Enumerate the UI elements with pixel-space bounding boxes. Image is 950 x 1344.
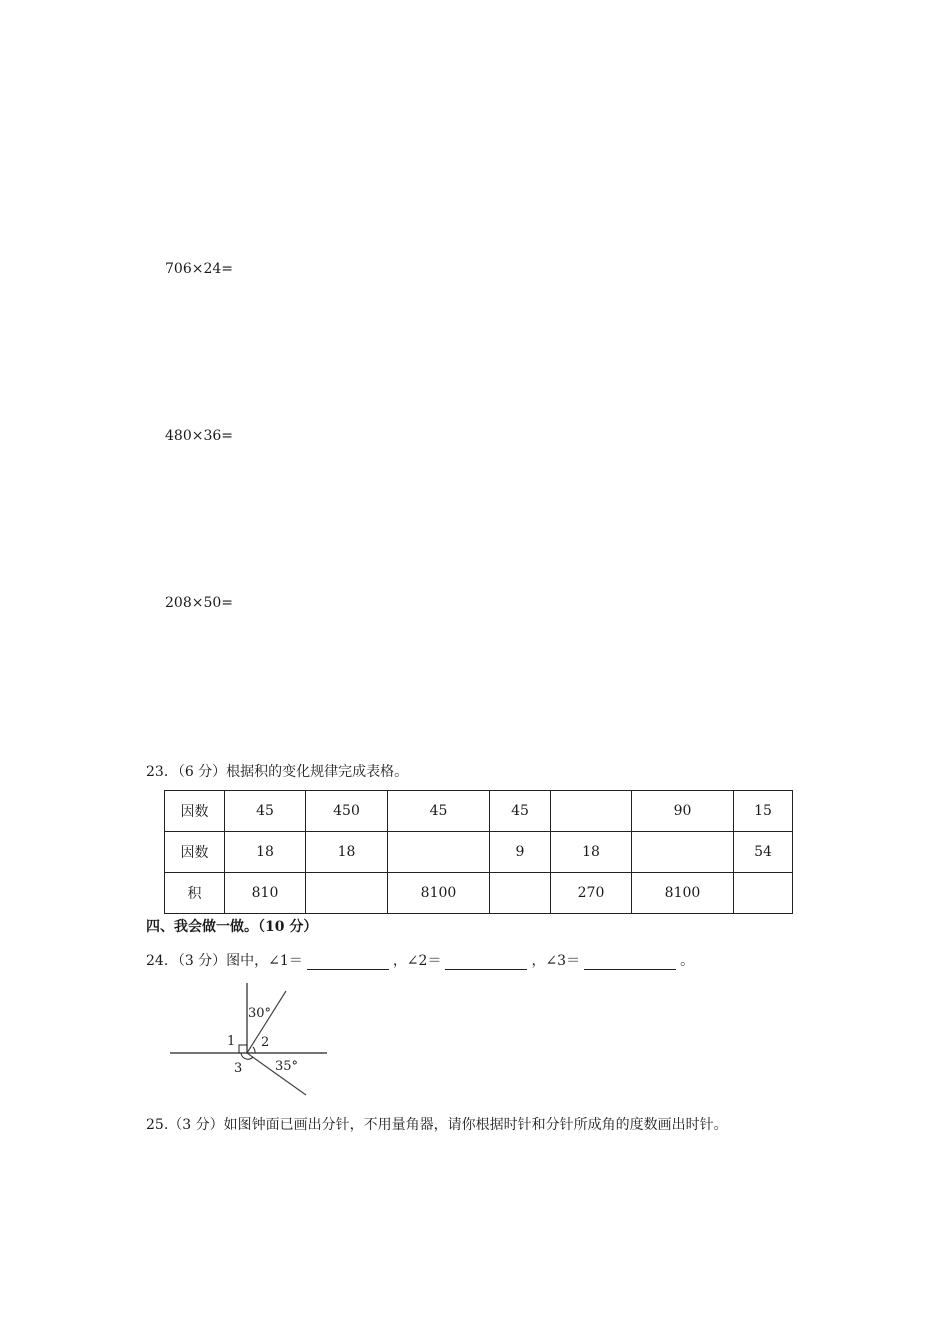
angle-label-1: 1 (227, 1034, 236, 1049)
angle-figure (165, 975, 335, 1100)
angle-2-arc (253, 1047, 255, 1053)
table-cell (734, 873, 793, 914)
table-cell: 45 (225, 791, 306, 832)
question-25: 25.（3 分）如图钟面已画出分针，不用量角器，请你根据时针和分针所成角的度数画出时针。 (146, 1117, 728, 1133)
table-row (165, 832, 793, 873)
factor-product-table (164, 790, 793, 914)
table-cell (551, 791, 632, 832)
table-cell: 积 (165, 873, 225, 914)
table-cell: 270 (551, 873, 632, 914)
table-cell: 18 (225, 832, 306, 873)
question-24-prefix: 24．（3 分）图中，∠1＝ (146, 953, 303, 969)
table-row (165, 873, 793, 914)
table-cell (388, 832, 490, 873)
table-cell (306, 873, 388, 914)
table-cell: 8100 (632, 873, 734, 914)
angle-35-label: 35° (275, 1059, 299, 1074)
table-cell: 15 (734, 791, 793, 832)
table-cell: 450 (306, 791, 388, 832)
table-cell: 9 (490, 832, 551, 873)
question-24-mid1: ，∠2＝ (392, 953, 442, 969)
question-23: 23．（6 分）根据积的变化规律完成表格。 (146, 764, 409, 780)
question-24 (146, 950, 694, 970)
calc-line-3: 208×50= (165, 595, 233, 611)
calc-line-2: 480×36= (165, 428, 233, 444)
table-cell: 因数 (165, 791, 225, 832)
table-cell: 54 (734, 832, 793, 873)
angle-30-label: 30° (248, 1006, 272, 1021)
answer-blank-angle-1[interactable] (307, 955, 389, 970)
table-cell: 45 (388, 791, 490, 832)
question-24-mid2: ，∠3＝ (531, 953, 581, 969)
angle-label-2: 2 (261, 1035, 270, 1050)
table-cell: 8100 (388, 873, 490, 914)
question-24-suffix: 。 (680, 953, 695, 969)
calc-line-1: 706×24= (165, 261, 233, 277)
table-cell: 因数 (165, 832, 225, 873)
table-row (165, 791, 793, 832)
answer-blank-angle-2[interactable] (445, 955, 527, 970)
answer-blank-angle-3[interactable] (584, 955, 676, 970)
right-angle-mark (239, 1045, 247, 1053)
section-4-title: 四、我会做一做。（10 分） (146, 919, 318, 935)
table-cell: 45 (490, 791, 551, 832)
table-cell: 18 (551, 832, 632, 873)
table-cell (632, 832, 734, 873)
table-cell: 810 (225, 873, 306, 914)
table-cell (490, 873, 551, 914)
table-cell: 90 (632, 791, 734, 832)
table-cell: 18 (306, 832, 388, 873)
angle-label-3: 3 (234, 1061, 243, 1076)
